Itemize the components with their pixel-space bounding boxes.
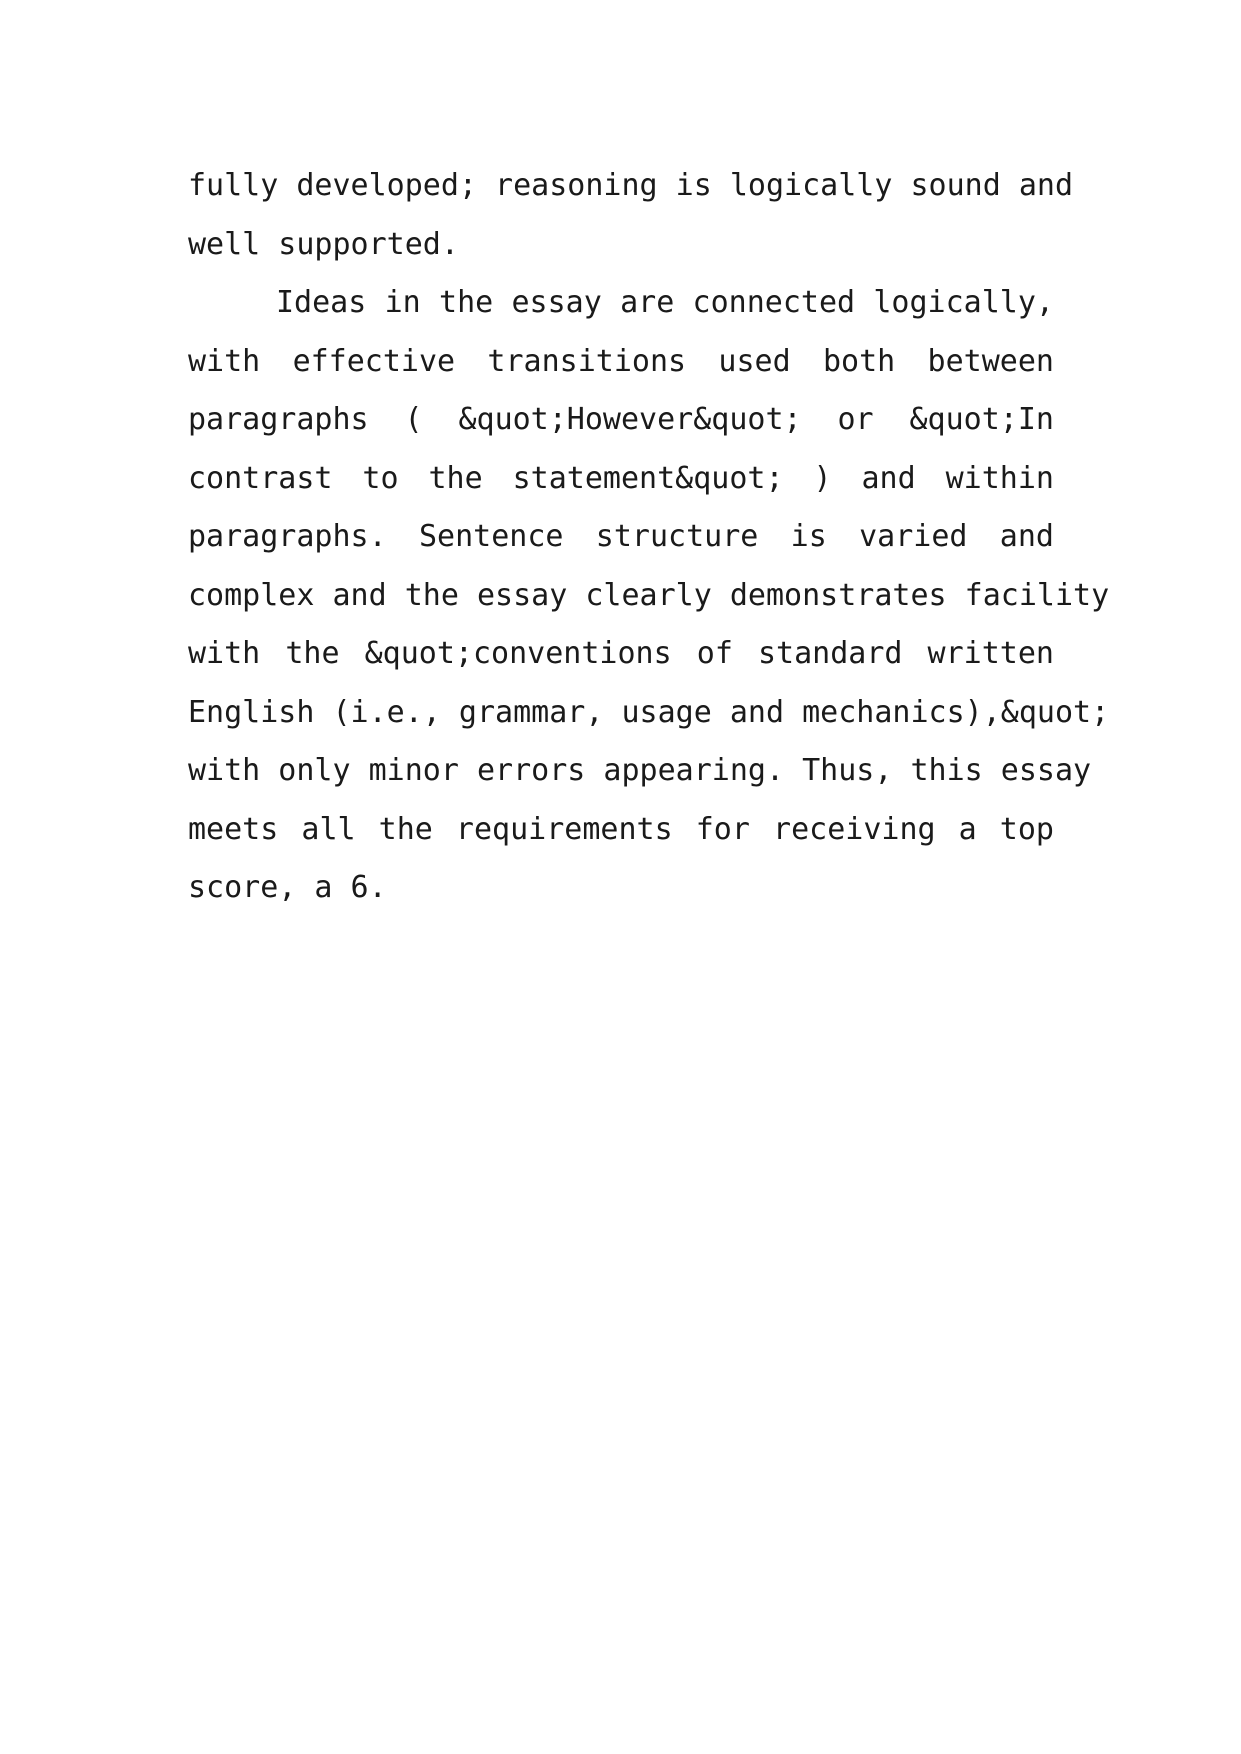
text-line: paragraphs. Sentence structure is varied and [188,519,1054,554]
text-line: with only minor errors appearing. Thus, this essay [188,753,1092,788]
text-line: Ideas in the essay are connected logically, [276,285,1054,320]
text-line: meets all the requirements for receiving a top [188,811,1054,847]
text-line: complex and the essay clearly demonstrates facility [188,577,1110,613]
paragraph-1 [188,164,1074,281]
text-line: score, a 6. [188,870,387,905]
text-line: with effective transitions used both between [188,343,1054,379]
paragraph-2 [188,281,1110,925]
text-line: English (i.e., grammar, usage and mechanics),&quot; [188,694,1110,730]
text-line: paragraphs ( &quot;However&quot; or &quot;In [188,402,1054,437]
text-line: fully developed; reasoning is logically sound and [188,168,1074,203]
document-body [188,164,1110,925]
text-line: well supported. [188,226,459,262]
text-line: contrast to the statement&quot; ) and within [188,460,1054,496]
text-line: with the &quot;conventions of standard written [188,636,1054,671]
